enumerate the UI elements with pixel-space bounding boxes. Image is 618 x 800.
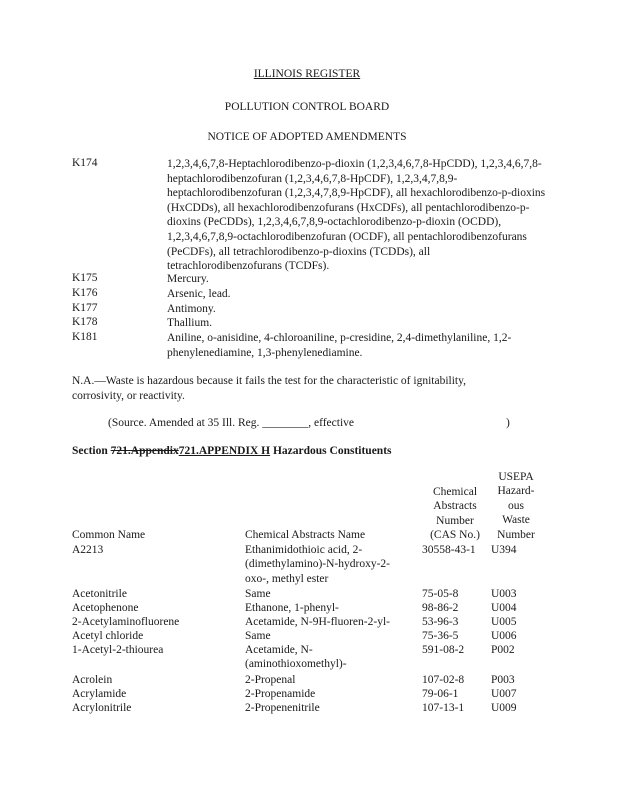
header-cas-line: Number xyxy=(436,514,474,527)
waste-description: Thallium. xyxy=(167,317,213,329)
cell-chem: Same xyxy=(245,588,271,600)
cell-common: Acetophenone xyxy=(72,602,139,614)
section-prefix: Section xyxy=(72,445,111,457)
cell-chem-line: (dimethylamino)-N-hydroxy-2- xyxy=(245,558,390,571)
waste-description: 1,2,3,4,6,7,8-Heptachlorodibenzo-p-dioxin (1,2,3,4,6,7,8-HpCDD), 1,2,3,4,6,7,8-heptachlorodibenzofuran (1,2,3,4,6,7,8-HpCDF), 1,2,3,4,7,8,9-heptachlorodibenzofuran (1,2,3,4,7,8,9-HpCDF), all hexachlorodibenzo-p-dioxins (HxCDDs), all hexachlorodibenzofurans (HxCDFs), all pentachlorodibenzo-p-dioxins (PeCDDs), 1,2,3,4,6,7,8,9-octachlorodibenzo-p-dioxin (OCDD), 1,2,3,4,6,7,8,9-octachlorodibenzofuran (OCDF), all pentachlorodibenzofurans (PeCDFs), all tetrachlorodibenzo-p-dioxins (TCDDs), all tetrachlorodibenzofurans (TCDFs). xyxy=(167,158,546,273)
header-usepa-line: ous xyxy=(508,499,524,512)
cell-cas: 107-13-1 xyxy=(422,702,465,714)
cell-cas: 98-86-2 xyxy=(422,602,459,614)
waste-code: K175 xyxy=(72,272,98,284)
waste-code: K181 xyxy=(72,331,98,343)
waste-code: K174 xyxy=(72,157,98,169)
cell-chem: Ethanone, 1-phenyl- xyxy=(245,602,339,614)
header-common-name: Common Name xyxy=(72,529,146,541)
cell-usepa: U005 xyxy=(491,616,517,628)
section-subtitle: Hazardous Constituents xyxy=(270,445,392,457)
cell-cas: 107-02-8 xyxy=(422,674,465,686)
cell-chem: Same xyxy=(245,630,271,642)
waste-code: K176 xyxy=(72,287,98,299)
waste-code: K177 xyxy=(72,302,98,314)
header-usepa-line: Waste xyxy=(502,514,530,527)
cell-cas: 53-96-3 xyxy=(422,616,459,628)
cell-cas: 75-36-5 xyxy=(422,630,459,642)
board-title: POLLUTION CONTROL BOARD xyxy=(224,101,390,113)
cell-chem-line: (aminothioxomethyl)- xyxy=(245,658,347,671)
header-cas xyxy=(422,485,488,543)
cell-chem: 2-Propenal xyxy=(245,674,296,686)
cell-common: 1-Acetyl-2-thiourea xyxy=(72,644,164,656)
waste-description: Antimony. xyxy=(167,303,216,315)
cell-usepa: P002 xyxy=(491,644,515,656)
cell-common: Acrolein xyxy=(72,674,113,686)
cell-cas: 79-06-1 xyxy=(422,688,459,700)
cell-usepa: U004 xyxy=(491,602,517,614)
register-title: ILLINOIS REGISTER xyxy=(253,68,361,80)
cell-chem xyxy=(245,643,347,672)
cell-usepa: U003 xyxy=(491,588,517,600)
header-usepa-line: Hazard- xyxy=(497,485,535,498)
cell-usepa: U009 xyxy=(491,702,517,714)
header-usepa-line: Number xyxy=(497,528,535,541)
cell-usepa: U006 xyxy=(491,630,517,642)
cell-chem-line: oxo-, methyl ester xyxy=(245,572,329,585)
waste-code: K178 xyxy=(72,316,98,328)
header-cas-line: Abstracts xyxy=(433,500,477,513)
na-note-line: corrosivity, or reactivity. xyxy=(72,389,185,402)
cell-common: A2213 xyxy=(72,544,104,556)
header-chemical-name: Chemical Abstracts Name xyxy=(245,529,366,541)
cell-usepa: P003 xyxy=(491,674,515,686)
source-note: (Source. Amended at 35 Ill. Reg. ________, effective xyxy=(108,417,355,429)
na-note-line: N.A.—Waste is hazardous because it fails the test for the characteristic of ignitability, xyxy=(72,375,466,387)
cell-cas: 30558-43-1 xyxy=(422,544,476,556)
waste-description: Arsenic, lead. xyxy=(167,288,231,300)
cell-chem: 2-Propenamide xyxy=(245,688,316,700)
cell-chem-line: Acetamide, N- xyxy=(245,644,313,656)
section-old-number: 721.Appendix xyxy=(110,445,179,457)
notice-title: NOTICE OF ADOPTED AMENDMENTS xyxy=(207,131,407,143)
cell-common: Acetyl chloride xyxy=(72,630,144,642)
cell-chem-line: Ethanimidothioic acid, 2- xyxy=(245,544,363,556)
cell-chem: 2-Propenenitrile xyxy=(245,702,320,714)
cell-chem: Acetamide, N-9H-fluoren-2-yl- xyxy=(245,616,390,628)
cell-chem xyxy=(245,543,390,586)
section-new-number: 721.APPENDIX H xyxy=(178,445,271,457)
header-usepa xyxy=(490,470,542,542)
section-heading xyxy=(72,445,392,457)
cell-cas: 75-05-8 xyxy=(422,588,459,600)
cell-usepa: U007 xyxy=(491,688,517,700)
cell-usepa: U394 xyxy=(491,544,517,556)
cell-common: Acrylamide xyxy=(72,688,127,700)
cell-common: Acetonitrile xyxy=(72,588,127,600)
cell-common: Acrylonitrile xyxy=(72,702,132,714)
source-close: ) xyxy=(506,417,510,429)
header-usepa-line: USEPA xyxy=(498,471,534,483)
na-note xyxy=(72,374,552,403)
cell-common: 2-Acetylaminofluorene xyxy=(72,616,180,628)
waste-description: Mercury. xyxy=(167,273,209,285)
cell-cas: 591-08-2 xyxy=(422,644,465,656)
header-cas-line: Chemical xyxy=(432,486,478,498)
header-cas-line: (CAS No.) xyxy=(430,529,480,542)
waste-description: Aniline, o-anisidine, 4-chloroaniline, p-cresidine, 2,4-dimethylaniline, 1,2-phenylenediamine, 1,3-phenylenediamine. xyxy=(167,332,512,359)
